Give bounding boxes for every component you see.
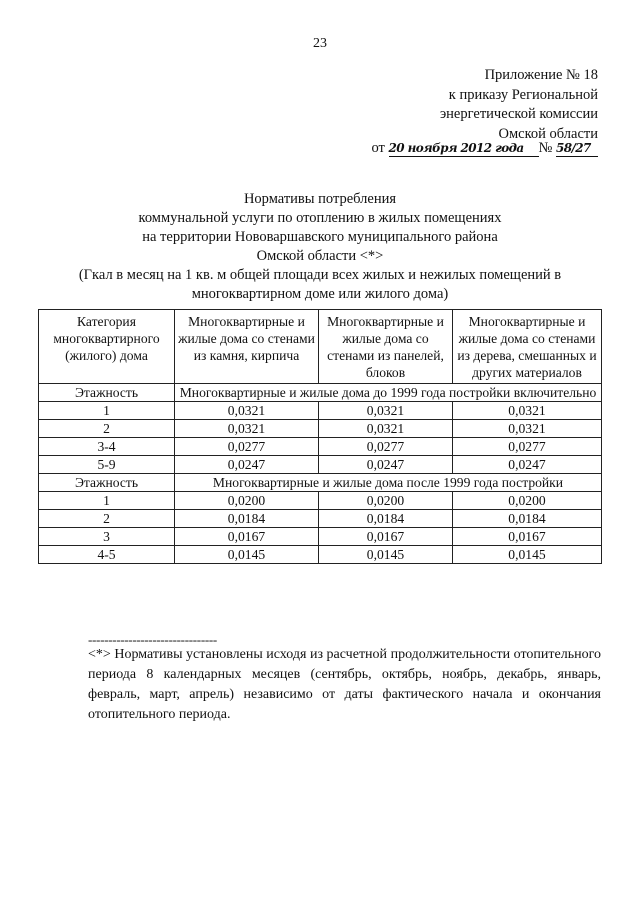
appendix-header — [440, 66, 598, 144]
page-number: 23 — [313, 36, 327, 51]
header-wood-mixed: Многоквартирные и жилые дома со стенами из дерева, смешанных и других материалов — [453, 310, 602, 384]
value-cell: 0,0321 — [453, 402, 602, 420]
floors-cell: 3-4 — [39, 438, 175, 456]
table-row — [39, 438, 602, 456]
value-cell: 0,0277 — [453, 438, 602, 456]
section-label: Этажность — [39, 384, 175, 402]
value-cell: 0,0145 — [175, 546, 319, 564]
order-date-handwritten: 20 ноября 2012 года — [389, 141, 539, 157]
section-header-row — [39, 384, 602, 402]
appendix-line: энергетической комиссии — [439, 106, 598, 122]
section-caption: Многоквартирные и жилые дома после 1999 года постройки — [175, 474, 602, 492]
footnote-divider: -------------------------------- — [88, 632, 217, 647]
value-cell: 0,0321 — [319, 402, 453, 420]
value-cell: 0,0145 — [319, 546, 453, 564]
table-row — [39, 492, 602, 510]
footnote-text: <*> Нормативы установлены исходя из расчетной продолжительности отопительного периода 8 календарных месяцев (сентябрь, октябрь, ноябрь, декабрь, январь, февраль, март, апрель) независимо от даты фактического начала и окончания отопительного периода. — [88, 647, 601, 722]
floors-cell: 1 — [39, 492, 175, 510]
title-line: коммунальной услуги по отоплению в жилых помещениях — [138, 210, 502, 226]
value-cell: 0,0200 — [319, 492, 453, 510]
floors-cell: 2 — [39, 420, 175, 438]
floors-cell: 2 — [39, 510, 175, 528]
value-cell: 0,0167 — [319, 528, 453, 546]
table-row — [39, 420, 602, 438]
value-cell: 0,0321 — [453, 420, 602, 438]
floors-cell: 4-5 — [39, 546, 175, 564]
order-reference — [372, 140, 599, 157]
section-caption: Многоквартирные и жилые дома до 1999 года постройки включительно — [175, 384, 602, 402]
value-cell: 0,0200 — [175, 492, 319, 510]
norms-table — [38, 309, 602, 564]
value-cell: 0,0277 — [319, 438, 453, 456]
appendix-line: Приложение № 18 — [484, 67, 598, 83]
value-cell: 0,0200 — [453, 492, 602, 510]
table-row — [39, 456, 602, 474]
title-units: многоквартирном доме или жилого дома) — [191, 286, 449, 302]
header-stone-brick: Многоквартирные и жилые дома со стенами из камня, кирпича — [175, 310, 319, 384]
title-line: Омской области <*> — [256, 248, 384, 264]
floors-cell: 5-9 — [39, 456, 175, 474]
title-line: на территории Нововаршавского муниципального района — [142, 229, 498, 245]
value-cell: 0,0167 — [175, 528, 319, 546]
floors-cell: 3 — [39, 528, 175, 546]
value-cell: 0,0247 — [319, 456, 453, 474]
table-header-row — [39, 310, 602, 384]
value-cell: 0,0277 — [175, 438, 319, 456]
value-cell: 0,0145 — [453, 546, 602, 564]
table-row — [39, 528, 602, 546]
value-cell: 0,0167 — [453, 528, 602, 546]
section-header-row — [39, 474, 602, 492]
floors-cell: 1 — [39, 402, 175, 420]
value-cell: 0,0184 — [319, 510, 453, 528]
value-cell: 0,0184 — [453, 510, 602, 528]
title-units: (Гкал в месяц на 1 кв. м общей площади всех жилых и нежилых помещений в — [78, 267, 562, 283]
order-number-handwritten: 58/27 — [556, 141, 598, 157]
header-panel-block: Многоквартирные и жилые дома со стенами из панелей, блоков — [319, 310, 453, 384]
appendix-line: Омской области — [498, 125, 598, 142]
table-row — [39, 402, 602, 420]
header-category: Категория многоквартирного (жилого) дома — [39, 310, 175, 384]
order-number-prefix: № — [538, 140, 553, 156]
appendix-line: к приказу Региональной — [448, 86, 598, 103]
value-cell: 0,0184 — [175, 510, 319, 528]
order-prefix: от — [371, 140, 385, 156]
section-label: Этажность — [39, 474, 175, 492]
value-cell: 0,0321 — [319, 420, 453, 438]
value-cell: 0,0321 — [175, 402, 319, 420]
value-cell: 0,0321 — [175, 420, 319, 438]
value-cell: 0,0247 — [453, 456, 602, 474]
table-row — [39, 510, 602, 528]
table-row — [39, 546, 602, 564]
title-line: Нормативы потребления — [243, 191, 397, 207]
document-title — [30, 190, 610, 304]
value-cell: 0,0247 — [175, 456, 319, 474]
